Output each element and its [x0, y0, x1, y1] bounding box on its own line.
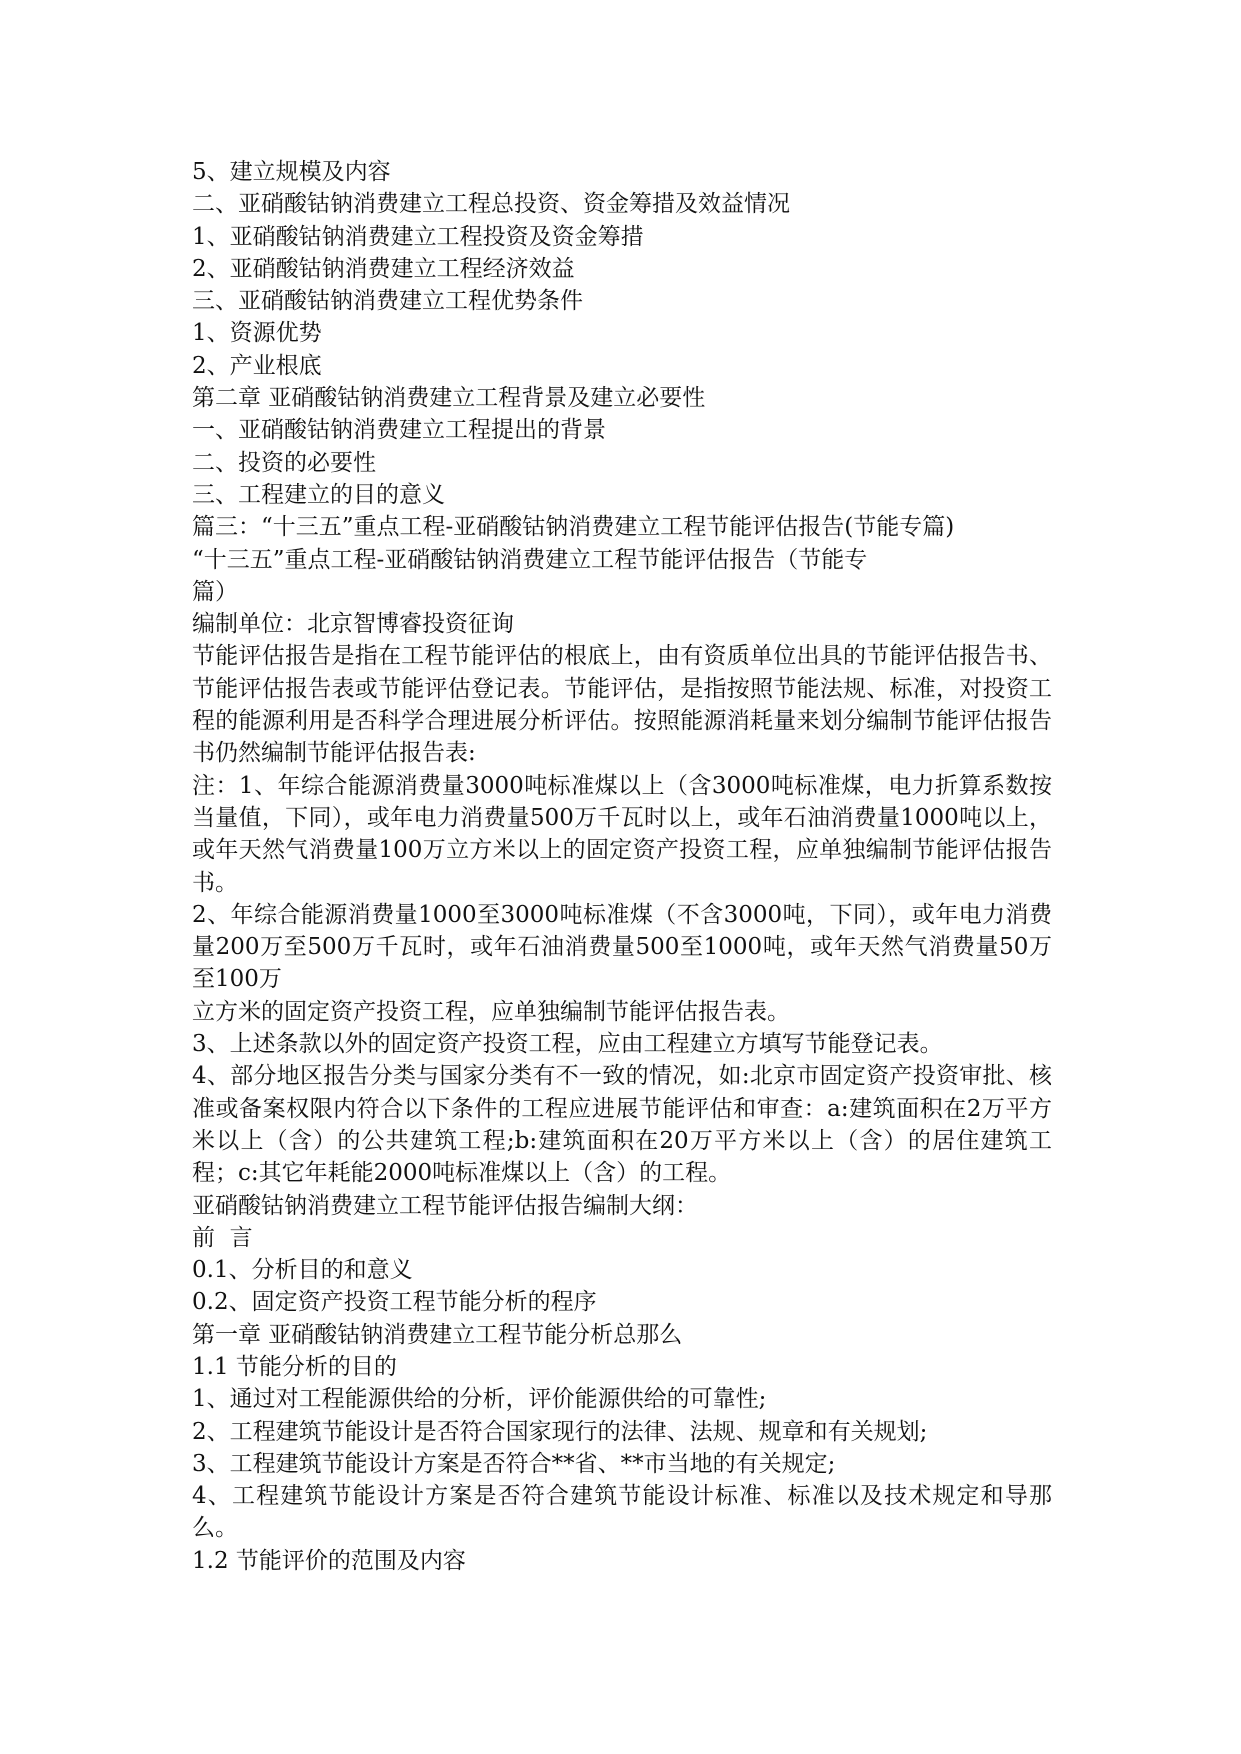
- preface-heading: 前 言: [192, 1224, 253, 1251]
- outline-item: 0.1、分析目的和意义: [192, 1257, 413, 1284]
- note-paragraph-3: 3、上述条款以外的固定资产投资工程，应由工程建立方填写节能登记表。: [192, 1031, 943, 1058]
- list-item: 4、工程建筑节能设计方案是否符合建筑节能设计标准、标准以及技术规定和导那么。: [192, 1483, 1052, 1542]
- outline-title: 亚硝酸钴钠消费建立工程节能评估报告编制大纲：: [192, 1192, 698, 1219]
- chapter-heading: 第二章 亚硝酸钴钠消费建立工程背景及建立必要性: [192, 385, 706, 412]
- list-item: 1、通过对工程能源供给的分析，评价能源供给的可靠性;: [192, 1386, 767, 1413]
- note-paragraph-4: 4、部分地区报告分类与国家分类有不一致的情况，如:北京市固定资产投资审批、核准或备案权限内符合以下条件的工程应进展节能评估和审查：a:建筑面积在2万平方米以上（含）的公共建筑工程;b:建筑面积在20万平方米以上（含）的居住建筑工程；c:其它年耗能2000吨标准煤以上（含）的工程。: [192, 1063, 1052, 1187]
- list-item: 2、工程建筑节能设计是否符合国家现行的法律、法规、规章和有关规划;: [192, 1418, 928, 1445]
- outline-heading: 二、投资的必要性: [192, 449, 376, 476]
- report-title-line-2: 篇）: [192, 578, 238, 605]
- subsection-heading: 1.2 节能评价的范围及内容: [192, 1547, 466, 1574]
- outline-item: 2、亚硝酸钴钠消费建立工程经济效益: [192, 255, 575, 282]
- outline-item: 0.2、固定资产投资工程节能分析的程序: [192, 1289, 597, 1316]
- outline-item: 1、亚硝酸钴钠消费建立工程投资及资金筹措: [192, 223, 644, 250]
- outline-heading: 三、工程建立的目的意义: [192, 481, 445, 508]
- outline-heading: 二、亚硝酸钴钠消费建立工程总投资、资金筹措及效益情况: [192, 191, 790, 218]
- outline-item: 5、建立规模及内容: [192, 159, 391, 185]
- section-title: 篇三：“十三五”重点工程-亚硝酸钴钠消费建立工程节能评估报告(节能专篇): [192, 514, 955, 541]
- document-page: [192, 156, 1052, 1577]
- subsection-heading: 1.1 节能分析的目的: [192, 1353, 397, 1380]
- intro-paragraph: 节能评估报告是指在工程节能评估的根底上，由有资质单位出具的节能评估报告书、节能评估报告表或节能评估登记表。节能评估，是指按照节能法规、标准，对投资工程的能源利用是否科学合理进展分析评估。按照能源消耗量来划分编制节能评估报告书仍然编制节能评估报告表:: [192, 643, 1052, 767]
- report-title-line-1: “十三五”重点工程-亚硝酸钴钠消费建立工程节能评估报告（节能专: [192, 546, 868, 573]
- outline-heading: 一、亚硝酸钴钠消费建立工程提出的背景: [192, 417, 606, 444]
- list-item: 3、工程建筑节能设计方案是否符合**省、**市当地的有关规定;: [192, 1450, 836, 1477]
- chapter-heading: 第一章 亚硝酸钴钠消费建立工程节能分析总那么: [192, 1321, 683, 1348]
- compiler-line: 编制单位：北京智博睿投资征询: [192, 611, 514, 638]
- note-paragraph-2: 2、年综合能源消费量1000至3000吨标准煤（不含3000吨，下同），或年电力消费量200万至500万千瓦时，或年石油消费量500至1000吨，或年天然气消费量50万至100万: [192, 901, 1052, 993]
- note-paragraph-2-cont: 立方米的固定资产投资工程，应单独编制节能评估报告表。: [192, 998, 790, 1025]
- outline-heading: 三、亚硝酸钴钠消费建立工程优势条件: [192, 288, 583, 315]
- outline-item: 2、产业根底: [192, 352, 322, 379]
- note-paragraph-1: 注：1、年综合能源消费量3000吨标准煤以上（含3000吨标准煤，电力折算系数按当量值，下同），或年电力消费量500万千瓦时以上，或年石油消费量1000吨以上，或年天然气消费量100万立方米以上的固定资产投资工程，应单独编制节能评估报告书。: [192, 772, 1052, 896]
- outline-item: 1、资源优势: [192, 320, 322, 347]
